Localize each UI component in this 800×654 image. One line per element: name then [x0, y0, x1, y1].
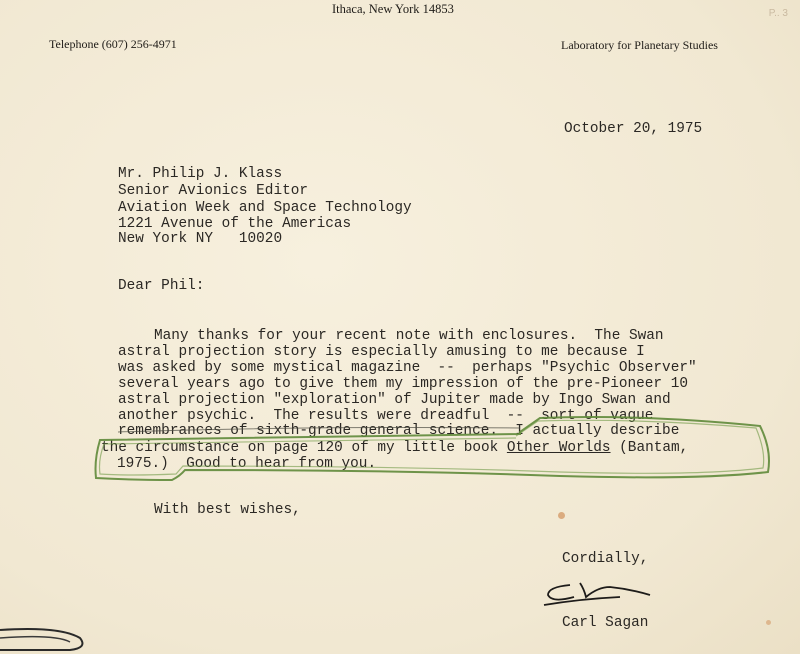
body-line: Many thanks for your recent note with enclosures. The Swan: [154, 328, 664, 344]
body-line: astral projection story is especially amusing to me because I: [118, 344, 645, 360]
body-line-text: the circumstance on page 120 of my little book: [101, 440, 507, 456]
recipient-name: Mr. Philip J. Klass: [118, 166, 283, 182]
signer-name: Carl Sagan: [562, 615, 649, 631]
body-line: remembrances of sixth-grade general science. I actually describe: [118, 423, 680, 439]
recipient-city: New York NY 10020: [118, 231, 283, 247]
stain-mark: [766, 620, 771, 625]
closing-wish: With best wishes,: [154, 502, 301, 518]
body-line: was asked by some mystical magazine -- perhaps "Psychic Observer": [118, 360, 697, 376]
corner-note: P.. 3: [768, 8, 788, 19]
letterhead-city: Ithaca, New York 14853: [332, 2, 454, 16]
salutation: Dear Phil:: [118, 278, 205, 294]
body-line: several years ago to give them my impression of the pre-Pioneer 10: [118, 376, 688, 392]
closing: Cordially,: [562, 551, 649, 567]
body-line-text: (Bantam,: [610, 440, 689, 456]
signature-scribble: [540, 575, 660, 615]
body-line: astral projection "exploration" of Jupiter made by Ingo Swan and: [118, 392, 671, 408]
letter-date: October 20, 1975: [564, 121, 703, 137]
book-title: Other Worlds: [506, 440, 611, 456]
paperclip-edge: [0, 612, 110, 654]
recipient-title: Senior Avionics Editor: [118, 183, 308, 199]
body-line: another psychic. The results were dreadful -- sort of vague: [118, 408, 654, 424]
letterhead-lab: Laboratory for Planetary Studies: [561, 38, 718, 52]
recipient-publication: Aviation Week and Space Technology: [118, 200, 412, 216]
letterhead-telephone: Telephone (607) 256-4971: [49, 37, 177, 51]
stain-mark: [558, 512, 565, 519]
body-line: 1975.) Good to hear from you.: [117, 456, 377, 472]
recipient-street: 1221 Avenue of the Americas: [118, 216, 352, 232]
